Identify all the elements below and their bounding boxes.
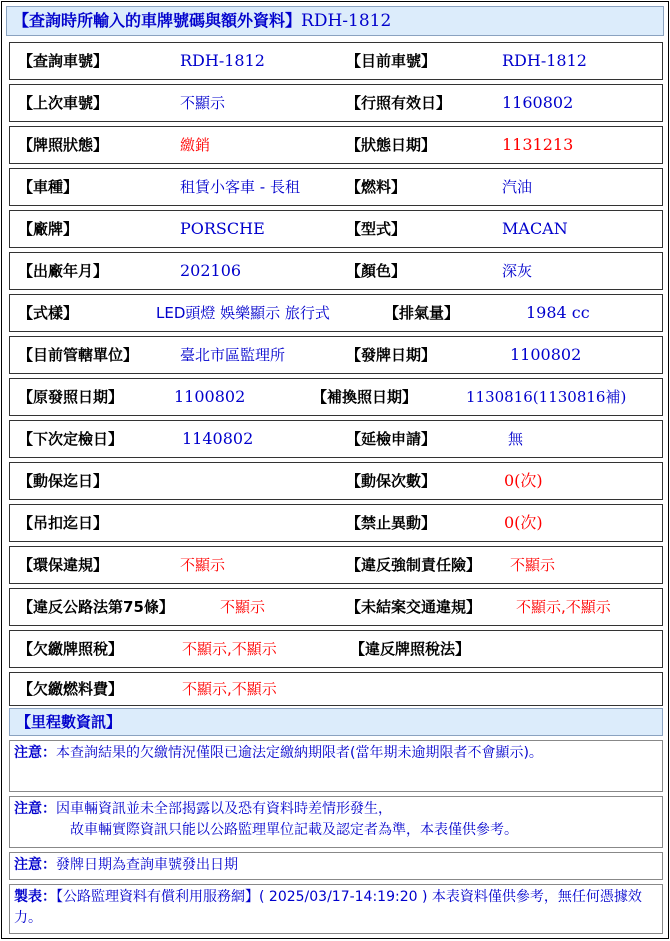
note-unpaid-scope <box>9 740 663 792</box>
value-extension-request: 無 <box>508 430 524 448</box>
row-previous-plate <box>9 84 663 122</box>
label-env-violation: 【環保違規】 <box>18 556 109 574</box>
value-issue-date: 1100802 <box>510 345 582 364</box>
label-model: 【型式】 <box>346 220 407 238</box>
row-plate-status <box>9 126 663 164</box>
label-displacement: 【排氣量】 <box>384 304 460 322</box>
report-title <box>6 6 664 36</box>
value-query-plate: RDH-1812 <box>180 51 265 70</box>
row-violations <box>9 546 663 584</box>
label-transfer-ban: 【禁止異動】 <box>346 514 437 532</box>
report-footer <box>9 884 663 934</box>
label-mortgage-end: 【動保迄日】 <box>18 472 109 490</box>
label-unpaid-fuel-fee: 【欠繳燃料費】 <box>18 680 124 698</box>
value-model: MACAN <box>502 219 568 238</box>
label-issue-date: 【發牌日期】 <box>346 346 437 364</box>
row-license-tax <box>9 630 663 668</box>
label-license-tax-violation: 【違反牌照稅法】 <box>350 640 471 658</box>
label-make: 【廠牌】 <box>18 220 79 238</box>
row-suspension <box>9 504 663 542</box>
row-style <box>9 294 663 332</box>
label-current-plate: 【目前車號】 <box>346 52 437 70</box>
value-unpaid-fuel-fee: 不顯示,不顯示 <box>182 680 277 698</box>
footer-label: 製表： <box>14 889 56 905</box>
note-issue-date <box>9 852 663 880</box>
value-replacement-date: 1130816(1130816補) <box>466 388 627 406</box>
row-jurisdiction <box>9 336 663 374</box>
note-text: 本查詢結果的欠繳情況僅限已逾法定繳納期限者(當年期未逾期限者不會顯示)。 <box>56 745 543 761</box>
value-make: PORSCHE <box>180 219 265 238</box>
label-style: 【式樣】 <box>18 304 79 322</box>
row-road-law <box>9 588 663 626</box>
value-color: 深灰 <box>502 262 533 280</box>
row-make <box>9 210 663 248</box>
value-style: LED頭燈 娛樂顯示 旅行式 <box>156 304 330 322</box>
label-mortgage-count: 【動保次數】 <box>346 472 437 490</box>
footer-text: 【公路監理資料有償利用服務網】( 2025/03/17-14:19:20 ) 本表資料僅供參考，無任何憑據效力。 <box>14 889 642 926</box>
value-mortgage-count: 0(次) <box>504 471 543 490</box>
label-license-valid: 【行照有效日】 <box>346 94 452 112</box>
label-previous-plate: 【上次車號】 <box>18 94 109 112</box>
value-previous-plate: 不顯示 <box>180 94 226 112</box>
label-color: 【顏色】 <box>346 262 407 280</box>
label-suspension-end: 【吊扣迄日】 <box>18 514 109 532</box>
value-env-violation: 不顯示 <box>180 556 226 574</box>
note-disclaimer <box>9 796 663 848</box>
label-unpaid-license-tax: 【欠繳牌照稅】 <box>18 640 124 658</box>
label-original-license-date: 【原發照日期】 <box>18 388 124 406</box>
label-fuel: 【燃料】 <box>346 178 407 196</box>
row-vehicle-type <box>9 168 663 206</box>
label-plate-status: 【牌照狀態】 <box>18 136 109 154</box>
row-fuel-fee <box>9 672 663 706</box>
note-label: 注意： <box>14 801 56 817</box>
label-vehicle-type: 【車種】 <box>18 178 79 196</box>
value-insurance-violation: 不顯示 <box>510 556 556 574</box>
label-next-inspection: 【下次定檢日】 <box>18 430 124 448</box>
value-road-law-violation: 不顯示 <box>220 598 266 616</box>
label-manufacture-date: 【出廠年月】 <box>18 262 109 280</box>
label-road-law-violation: 【違反公路法第75條】 <box>18 598 174 616</box>
value-next-inspection: 1140802 <box>182 429 254 448</box>
row-plate-number <box>9 42 663 80</box>
mileage-section-header: 【里程數資訊】 <box>9 708 663 736</box>
title-plate: RDH-1812 <box>301 11 392 31</box>
row-license-dates <box>9 378 663 416</box>
value-vehicle-type: 租賃小客車 - 長租 <box>180 178 300 196</box>
title-text: 【查詢時所輸入的車牌號碼與額外資料】 <box>13 11 302 30</box>
label-jurisdiction: 【目前管轄單位】 <box>18 346 139 364</box>
row-manufacture-date <box>9 252 663 290</box>
note-text-line2: 故車輛實際資訊只能以公路監理單位記載及認定者為準，本表僅供參考。 <box>70 822 518 838</box>
label-insurance-violation: 【違反強制責任險】 <box>346 556 482 574</box>
row-chattel-mortgage <box>9 462 663 500</box>
row-inspection <box>9 420 663 458</box>
value-current-plate: RDH-1812 <box>502 51 587 70</box>
label-pending-traffic: 【未結案交通違規】 <box>346 598 482 616</box>
label-query-plate: 【查詢車號】 <box>18 52 109 70</box>
value-license-valid: 1160802 <box>502 93 574 112</box>
note-label: 注意： <box>14 857 56 873</box>
value-fuel: 汽油 <box>502 178 533 196</box>
vehicle-report <box>1 1 669 939</box>
value-manufacture-date: 202106 <box>180 261 242 280</box>
value-pending-traffic: 不顯示,不顯示 <box>516 598 611 616</box>
value-plate-status: 繳銷 <box>180 136 211 154</box>
value-status-date: 1131213 <box>502 135 574 154</box>
value-original-license-date: 1100802 <box>174 387 246 406</box>
value-jurisdiction: 臺北市區監理所 <box>180 346 286 364</box>
note-text: 發牌日期為查詢車號發出日期 <box>56 857 238 873</box>
label-status-date: 【狀態日期】 <box>346 136 437 154</box>
note-label: 注意： <box>14 745 56 761</box>
value-unpaid-license-tax: 不顯示,不顯示 <box>182 640 277 658</box>
value-transfer-ban: 0(次) <box>504 513 543 532</box>
label-extension-request: 【延檢申請】 <box>346 430 437 448</box>
note-text-line1: 因車輛資訊並未全部揭露以及恐有資料時差情形發生， <box>56 801 392 817</box>
label-replacement-date: 【補換照日期】 <box>312 388 418 406</box>
value-displacement: 1984 cc <box>526 303 590 322</box>
